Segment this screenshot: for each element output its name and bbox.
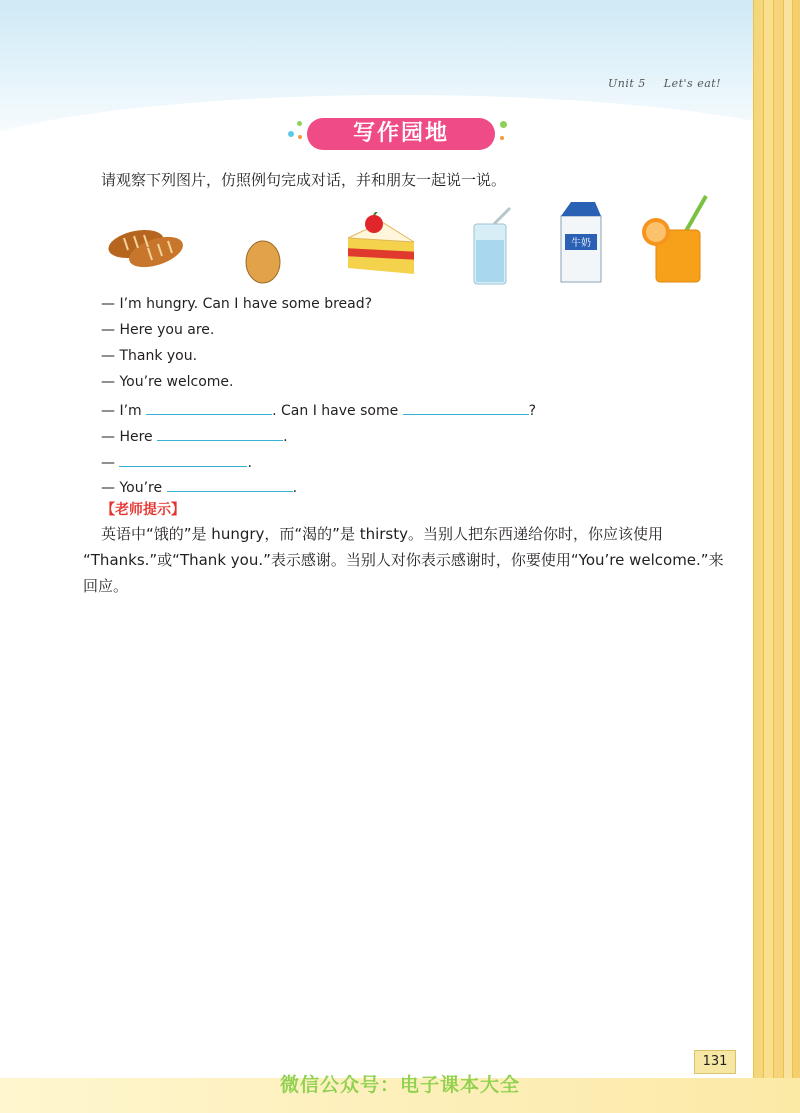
decor-dot <box>500 136 504 140</box>
dialogue-line-8: — You’re . <box>101 477 297 496</box>
page-number: 131 <box>694 1050 736 1074</box>
answer-blank[interactable] <box>403 400 529 415</box>
page-stack-edge <box>740 0 800 1113</box>
water-glass-icon <box>470 206 514 286</box>
answer-blank[interactable] <box>157 426 283 441</box>
answer-blank[interactable] <box>146 400 272 415</box>
cake-icon <box>344 212 418 282</box>
unit-title: Let's eat! <box>663 77 722 90</box>
tip-line: “Thanks.”或“Thank you.”表示感谢。当别人对你表示感谢时，你要使用“You’re welcome.”来 <box>83 551 724 569</box>
section-title-banner: 写作园地 <box>307 118 495 150</box>
bread-icon <box>106 222 188 274</box>
tip-line: 回应。 <box>83 577 129 595</box>
unit-label: Unit 5 <box>608 77 646 90</box>
dialogue-line-5: — I’m . Can I have some ? <box>101 400 536 419</box>
teacher-tip-text <box>83 521 731 599</box>
tip-line: 英语中“饿的”是 hungry，而“渴的”是 thirsty。当别人把东西递给你时，你应该使用 <box>101 525 664 543</box>
answer-blank[interactable] <box>167 477 293 492</box>
decor-dot <box>297 121 302 126</box>
egg-icon <box>243 236 283 284</box>
milk-carton-icon <box>555 198 607 286</box>
decor-dot <box>288 131 294 137</box>
decor-dot <box>500 121 507 128</box>
juice-glass-icon <box>638 194 712 286</box>
decor-dot <box>298 135 302 139</box>
dialogue-line-1: — I’m hungry. Can I have some bread? <box>101 296 373 312</box>
teacher-tip-title: 【老师提示】 <box>101 502 185 518</box>
footer-watermark: 微信公众号：电子课本大全 <box>279 1074 520 1096</box>
dialogue-line-4: — You’re welcome. <box>101 374 234 390</box>
dialogue-line-7: — . <box>101 452 252 471</box>
answer-blank[interactable] <box>119 452 247 467</box>
dialogue-line-3: — Thank you. <box>101 348 198 364</box>
running-header <box>608 77 735 90</box>
instruction-text: 请观察下列图片，仿照例句完成对话，并和朋友一起说一说。 <box>101 171 507 189</box>
milk-label: 牛奶 <box>571 238 591 249</box>
dialogue-line-2: — Here you are. <box>101 322 215 338</box>
dialogue-line-6: — Here . <box>101 426 288 445</box>
